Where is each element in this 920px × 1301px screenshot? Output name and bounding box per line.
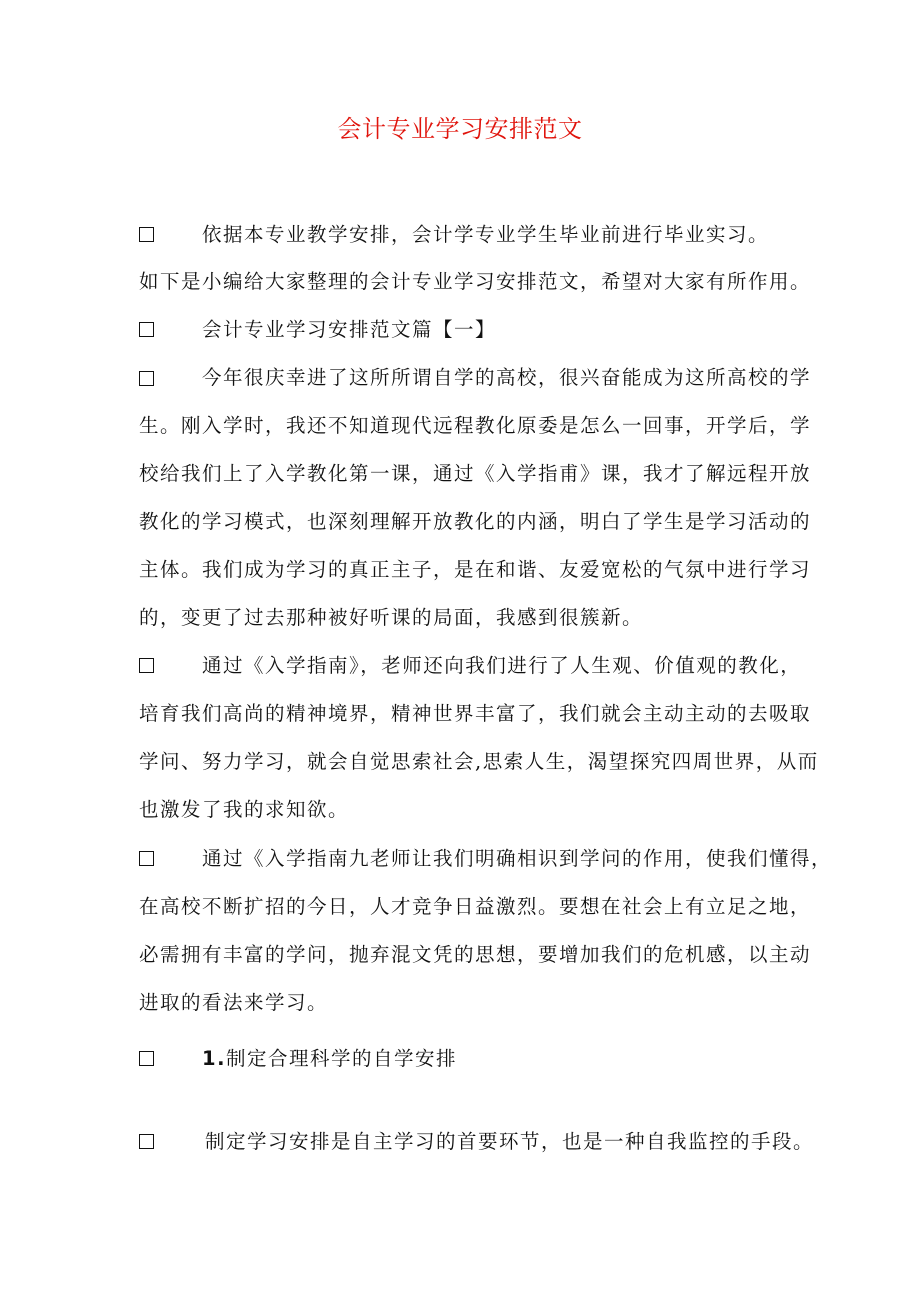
paragraph-line: 培育我们高尚的精神境界，精神世界丰富了，我们就会主动主动的去吸取 xyxy=(139,702,812,725)
paragraph-line: 进取的看法来学习。 xyxy=(139,991,329,1014)
checkbox-icon xyxy=(139,322,154,337)
page-title: 会计专业学习安排范文 xyxy=(337,115,583,143)
paragraph-line: 在高校不断扩招的今日，人才竞争日益激烈。要想在社会上有立足之地， xyxy=(139,895,812,918)
paragraph-line: 通过《入学指南》，老师还向我们进行了人生观、价值观的教化， xyxy=(202,654,802,677)
paragraph-line: 校给我们上了入学教化第一课，通过《入学指甫》课，我才了解远程开放 xyxy=(139,462,812,485)
checkbox-icon xyxy=(139,1134,154,1149)
section-heading: 会计专业学习安排范文篇【一】 xyxy=(202,318,497,341)
paragraph-line: 今年很庆幸进了这所所谓自学的高校，很兴奋能成为这所高校的学 xyxy=(202,366,812,389)
paragraph-line: 生。刚入学时，我还不知道现代远程教化原委是怎么一回事，开学后，学 xyxy=(139,414,812,437)
paragraph-line: 通过《入学指南九老师让我们明确相识到学问的作用，使我们懂得， xyxy=(202,847,833,870)
paragraph-line: 必需拥有丰富的学问，抛弃混文凭的思想，要增加我们的危机感，以主动 xyxy=(139,943,812,966)
checkbox-icon xyxy=(139,371,154,386)
paragraph-line: 主体。我们成为学习的真正主子，是在和谐、友爱宽松的气氛中进行学习 xyxy=(139,558,812,581)
checkbox-icon xyxy=(139,658,154,673)
paragraph-line: 的，变更了过去那种被好听课的局面，我感到很簇新。 xyxy=(139,606,644,629)
checkbox-icon xyxy=(139,851,154,866)
heading-text: 制定合理科学的自学安排 xyxy=(225,1047,457,1070)
paragraph-line: 也激发了我的求知欲。 xyxy=(139,798,350,821)
paragraph-line: 学问、努力学习，就会自觉思索社会,思索人生，渴望探究四周世界，从而 xyxy=(139,750,819,773)
paragraph-line: 教化的学习模式，也深刻理解开放教化的内涵，明白了学生是学习活动的 xyxy=(139,510,812,533)
paragraph-line: 如下是小编给大家整理的会计专业学习安排范文，希望对大家有所作用。 xyxy=(139,270,812,293)
paragraph-line: 依据本专业教学安排，会计学专业学生毕业前进行毕业实习。 xyxy=(202,223,770,246)
numbered-heading xyxy=(202,1044,457,1074)
heading-number: 1. xyxy=(202,1047,226,1070)
checkbox-icon xyxy=(139,1051,154,1066)
checkbox-icon xyxy=(139,227,154,242)
paragraph-line: 制定学习安排是自主学习的首要环节，也是一种自我监控的手段。 xyxy=(205,1130,815,1153)
